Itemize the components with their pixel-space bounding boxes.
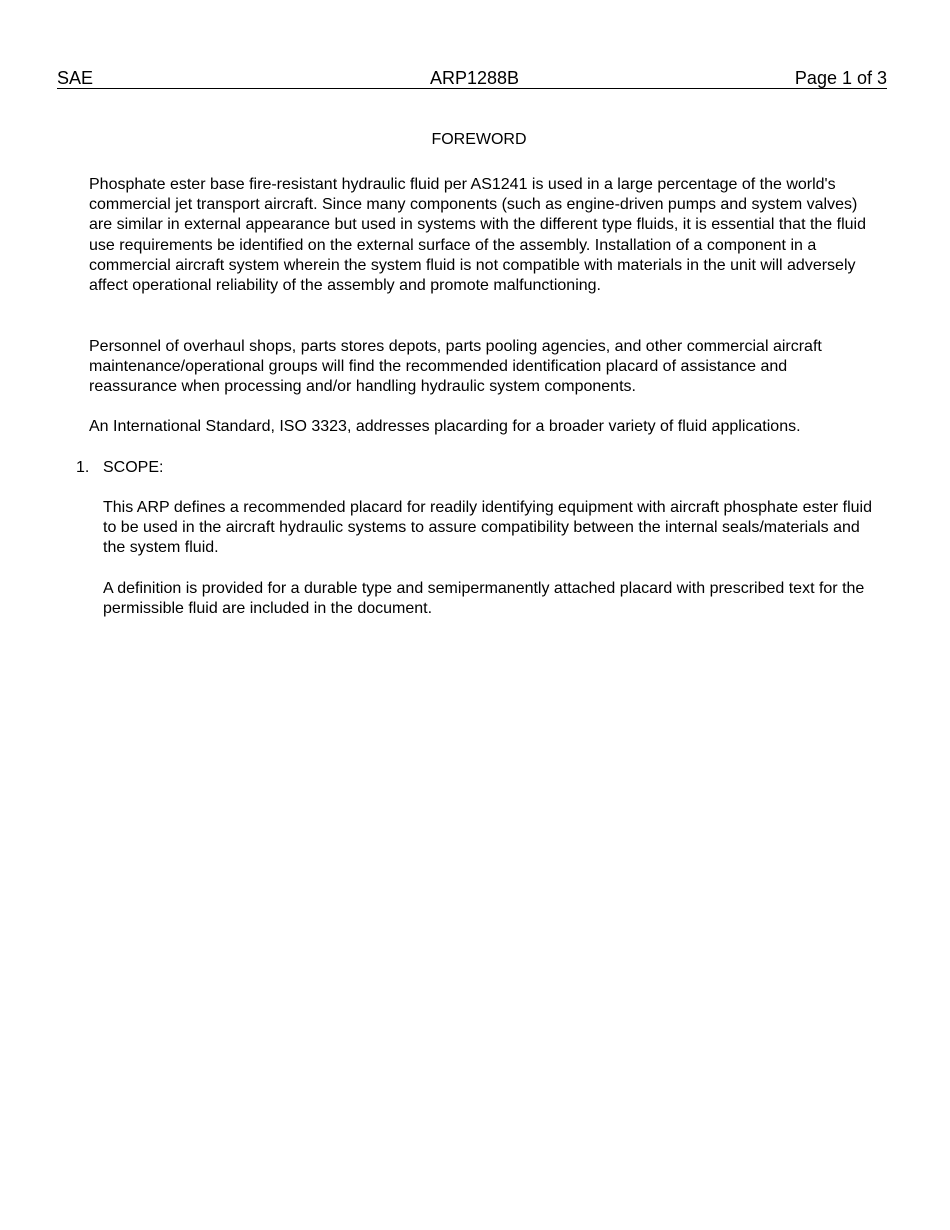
scope-paragraph-1: This ARP defines a recommended placard for readily identifying equipment with aircraft phosphate ester fluid to be used in the aircraft hydraulic systems to assure compatibility between the internal seals/materials and the system fluid. [103, 499, 873, 557]
scope-paragraph-2: A definition is provided for a durable type and semipermanently attached placard with prescribed text for the permissible fluid are included in the document. [103, 580, 865, 618]
scope-heading: SCOPE: [103, 459, 164, 476]
header-organization: SAE [57, 68, 94, 88]
page-header [57, 68, 887, 89]
foreword-paragraph-3: An International Standard, ISO 3323, addresses placarding for a broader variety of fluid applications. [89, 418, 801, 435]
foreword-heading: FOREWORD [431, 131, 527, 148]
foreword-paragraph-1: Phosphate ester base fire-resistant hydraulic fluid per AS1241 is used in a large percentage of the world's commercial jet transport aircraft. Since many components (such as engine-driven pumps and system valves) are similar in external appearance but used in systems with the different type fluids, it is essential that the fluid use requirements be identified on the external surface of the assembly. Installation of a component in a commercial aircraft system wherein the system fluid is not compatible with materials in the unit will adversely affect operational reliability of the assembly and promote malfunctioning. [89, 176, 866, 295]
scope-section-number: 1. [76, 459, 90, 476]
header-page-number: Page 1 of 3 [794, 68, 887, 88]
foreword-paragraph-2: Personnel of overhaul shops, parts stores depots, parts pooling agencies, and other commercial aircraft maintenance/operational groups will find the recommended identification placard of assistance and reassurance when processing and/or handling hydraulic system components. [89, 338, 822, 396]
header-document-number: ARP1288B [430, 68, 520, 88]
